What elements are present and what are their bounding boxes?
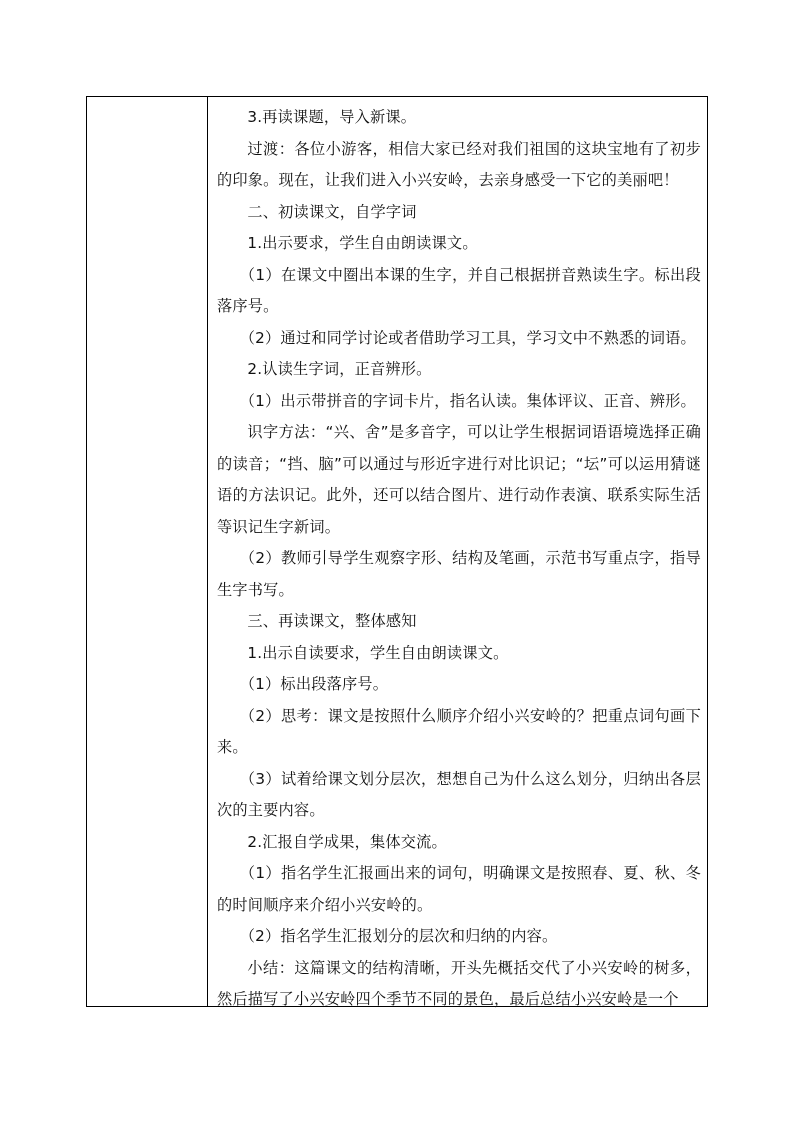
paragraph: （1）标出段落序号。 xyxy=(239,675,389,693)
paragraph: 过渡：各位小游客，相信大家已经对我们祖国的这块宝地有了初步的印象。现在，让我们进入小兴安岭，去亲身感受一下它的美丽吧！ xyxy=(217,139,701,189)
paragraph: （3）试着给课文划分层次，想想自己为什么这么划分，归纳出各层次的主要内容。 xyxy=(217,769,701,819)
paragraph: 识字方法：“兴、舍”是多音字，可以让学生根据词语语境选择正确的读音；“挡、脑”可以通过与形近字进行对比识记；“坛”可以运用猜谜语的方法识记。此外，还可以结合图片、进行动作表演、联系实际生活等识记生字新词。 xyxy=(217,423,701,536)
content-cell xyxy=(208,97,707,1006)
paragraph: 二、初读课文，自学字词 xyxy=(247,202,417,221)
left-column-cell xyxy=(87,97,208,1006)
paragraph: （2）通过和同学讨论或者借助学习工具，学习文中不熟悉的词语。 xyxy=(239,328,696,347)
paragraph: （1）在课文中圈出本课的生字，并自己根据拼音熟读生字。标出段落序号。 xyxy=(217,265,701,315)
paragraph: 三、再读课文，整体感知 xyxy=(247,612,417,630)
paragraph: （2）教师引导学生观察字形、结构及笔画，示范书写重点字，指导生字书写。 xyxy=(217,549,701,599)
paragraph: 1.出示自读要求，学生自由朗读课文。 xyxy=(247,643,509,662)
paragraph: 小结：这篇课文的结构清晰，开头先概括交代了小兴安岭的树多，然后描写了小兴安岭四个季节不同的景色，最后总结小兴安岭是一个 xyxy=(217,958,701,1008)
paragraph: 2.认读生字词，正音辨形。 xyxy=(247,360,432,378)
paragraph: （2）思考：课文是按照什么顺序介绍小兴安岭的？把重点词句画下来。 xyxy=(217,706,701,756)
paragraph: 1.出示要求，学生自由朗读课文。 xyxy=(247,234,478,252)
lesson-table xyxy=(86,96,708,1007)
paragraph: 2.汇报自学成果，集体交流。 xyxy=(247,832,447,851)
paragraph: （1）指名学生汇报画出来的词句，明确课文是按照春、夏、秋、冬的时间顺序来介绍小兴安岭的。 xyxy=(217,864,701,914)
paragraph: 3.再读课题，导入新课。 xyxy=(247,108,417,126)
paragraph: （1）出示带拼音的字词卡片，指名认读。集体评议、正音、辨形。 xyxy=(239,391,696,410)
paragraph: （2）指名学生汇报划分的层次和归纳的内容。 xyxy=(239,927,558,945)
